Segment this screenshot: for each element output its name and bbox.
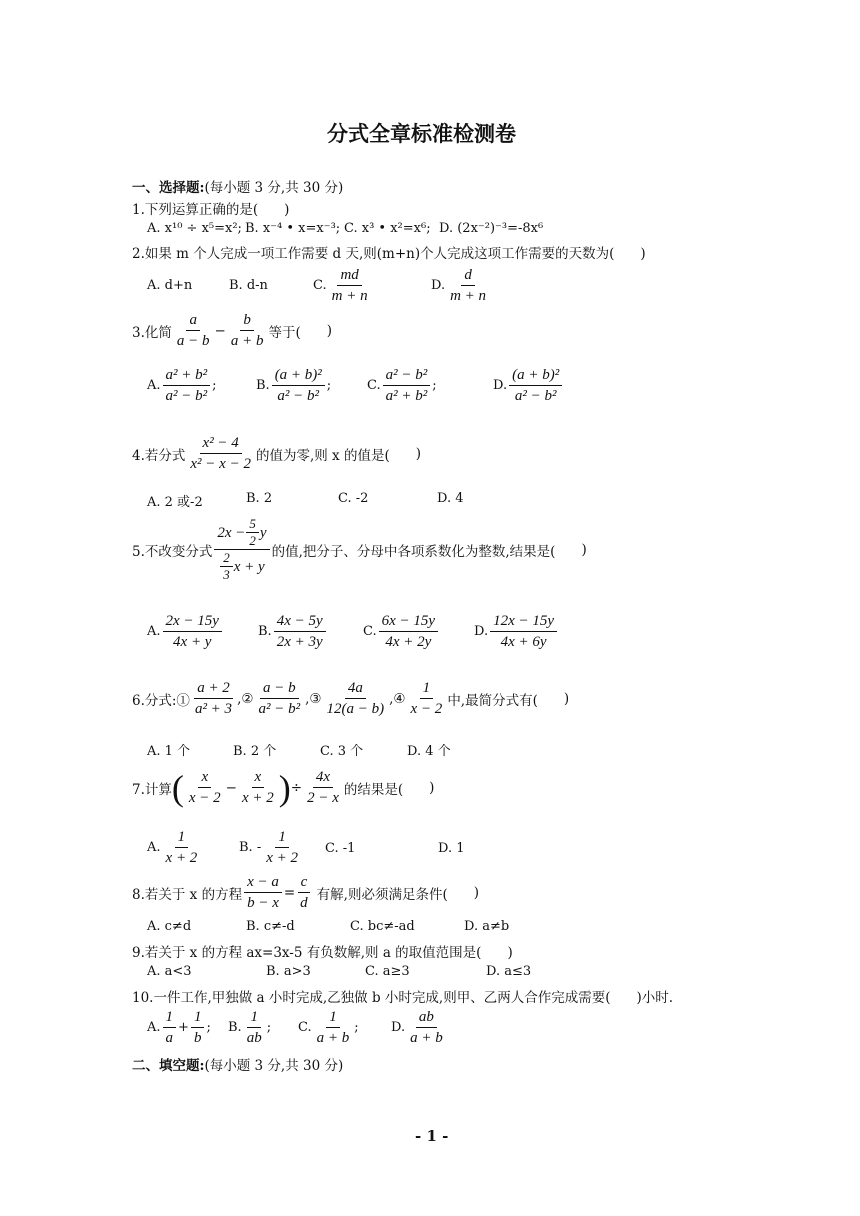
question-2-stem: 2.如果 m 个人完成一项工作需要 d 天,则(m+n)个人完成这项工作需要的天数为(	[132, 246, 615, 262]
q8-option-c: C. bc≠-ad	[350, 919, 415, 934]
question-1-stem: 1.下列运算正确的是(	[132, 202, 259, 218]
question-5: 5.不改变分式 2x − $\frac{5}{2}$ y $\frac{2}{3}$ x + y 的值,把分子、分母中各项系数化为整数,结果是( )	[132, 516, 587, 582]
q5-option-d: D. $\frac{12x - 15y}{4x + 6y}$	[474, 611, 559, 652]
q3-option-b: B. $\frac{\text{(a + b)²}}{\text{a² − b²}}$ ;	[256, 367, 332, 404]
q6-option-a: A. 1 个	[147, 744, 191, 759]
q9-option-a: A. a<3	[147, 964, 192, 979]
section-2-note: (每小题 3 分,共 30 分)	[204, 1058, 344, 1074]
q5-option-a: A. $\frac{2x - 15y}{4x + y}$	[147, 611, 224, 652]
q9-option-b: B. a>3	[266, 964, 311, 979]
q3-option-a: A. $\frac{\text{a² + b²}}{\text{a² − b²}}$ ;	[147, 367, 217, 404]
section-1-label: 一、选择题:	[132, 180, 205, 196]
question-6: 6.分式:① $\frac{a + 2}{\text{a² + 3}}$ ,② $\frac{a - b}{\text{a² − b²}}$ ,③ $\frac{4a}{12(a - b)}$ ,④ $\frac{1}{x - 2}$ 中,最简分式有( )	[132, 680, 570, 717]
question-3: 3.化简 $\frac{a}{a - b}$ − $\frac{b}{a + b}$ 等于( )	[132, 312, 333, 349]
section-1-note: (每小题 3 分,共 30 分)	[204, 180, 344, 196]
q7-option-c: C. -1	[325, 841, 356, 856]
question-2-close: )	[640, 246, 646, 262]
question-4: 4.若分式 $\frac{\text{x² − 4}}{\text{x² − x − 2}}$ 的值为零,则 x 的值是( )	[132, 435, 421, 472]
page-title: 分式全章标准检测卷	[327, 122, 516, 146]
q5-option-b: B. $\frac{4x - 5y}{2x + 3y}$	[258, 611, 328, 652]
question-8: 8.若关于 x 的方程 $\frac{x - a}{b - x}$ = $\frac{c}{d}$ 有解,则必须满足条件( )	[132, 874, 480, 911]
question-2	[132, 242, 646, 262]
q10-option-c: C. $\frac{1}{a + b}$ ;	[298, 1009, 359, 1046]
question-1	[132, 198, 289, 218]
q6-option-b: B. 2 个	[233, 744, 277, 759]
q2-option-b: B. d-n	[229, 278, 268, 293]
q4-fraction: $\frac{\text{x² − 4}}{\text{x² − x − 2}}$	[190, 435, 251, 472]
question-7: 7.计算 ( $\frac{x}{x - 2}$ − $\frac{x}{x + 2}$ ) ÷ $\frac{4x}{2 - x}$ 的结果是( )	[132, 767, 435, 808]
q4-option-a: A. 2 或-2	[147, 495, 203, 510]
q5-option-c: C. $\frac{6x - 15y}{4x + 2y}$	[363, 611, 440, 652]
q10-option-d: D. $\frac{ab}{a + b}$	[391, 1009, 443, 1046]
q1-option-a: A. x¹⁰ ÷ x⁵=x²;	[147, 221, 242, 236]
q2-c-fraction: $\frac{md}{m + n}$	[331, 267, 368, 304]
question-10: 10.一件工作,甲独做 a 小时完成,乙独做 b 小时完成,则甲、乙两人合作完成需要( )小时.	[132, 990, 674, 1006]
q2-option-d: D. $\frac{d}{m + n}$	[431, 265, 491, 306]
q9-option-c: C. a≥3	[365, 964, 410, 979]
q10-option-a: A. $\frac{1}{a}$ + $\frac{1}{b}$ ;	[147, 1009, 211, 1046]
q8-option-b: B. c≠-d	[246, 919, 295, 934]
page-number: - 1 -	[415, 1127, 449, 1145]
question-9: 9.若关于 x 的方程 ax=3x-5 有负数解,则 a 的取值范围是( )	[132, 945, 513, 961]
section-2-label: 二、填空题:	[132, 1058, 205, 1074]
q3-option-d: D. $\frac{\text{(a + b)²}}{\text{a² − b²}}$	[493, 365, 564, 406]
q4-option-b: B. 2	[246, 491, 273, 506]
q5-compound-fraction: 2x − $\frac{5}{2}$ y $\frac{2}{3}$ x + y	[214, 516, 269, 583]
q2-option-a: A. d+n	[147, 278, 193, 293]
q8-option-a: A. c≠d	[147, 919, 192, 934]
section-1-heading	[132, 176, 343, 196]
q6-option-c: C. 3 个	[320, 744, 364, 759]
q3-option-c: C. $\frac{\text{a² − b²}}{\text{a² + b²}}$ ;	[367, 367, 437, 404]
q10-option-b: B. $\frac{1}{ab}$ ;	[228, 1009, 272, 1046]
q3-fraction-2: $\frac{b}{a + b}$	[230, 312, 264, 349]
q2-option-c: C. $\frac{md}{m + n}$	[313, 265, 373, 306]
q4-option-d: D. 4	[437, 491, 464, 506]
q1-option-c: C. x³ • x²=x⁶;	[344, 221, 431, 236]
q7-option-a: A. $\frac{1}{x + 2}$	[147, 829, 198, 866]
q1-option-b: B. x⁻⁴ • x=x⁻³;	[245, 221, 341, 236]
q2-d-fraction: $\frac{d}{m + n}$	[450, 267, 487, 304]
question-1-close: )	[284, 202, 290, 218]
q7-option-d: D. 1	[438, 841, 465, 856]
q9-option-d: D. a≤3	[486, 964, 532, 979]
q8-option-d: D. a≠b	[464, 919, 510, 934]
section-2-heading	[132, 1054, 343, 1074]
q7-option-b: B. - $\frac{1}{x + 2}$	[239, 829, 298, 866]
q1-option-d: D. (2x⁻²)⁻³=-8x⁶	[439, 221, 544, 236]
q4-option-c: C. -2	[338, 491, 369, 506]
q3-fraction-1: $\frac{a}{a - b}$	[176, 312, 210, 349]
q6-option-d: D. 4 个	[407, 744, 451, 759]
